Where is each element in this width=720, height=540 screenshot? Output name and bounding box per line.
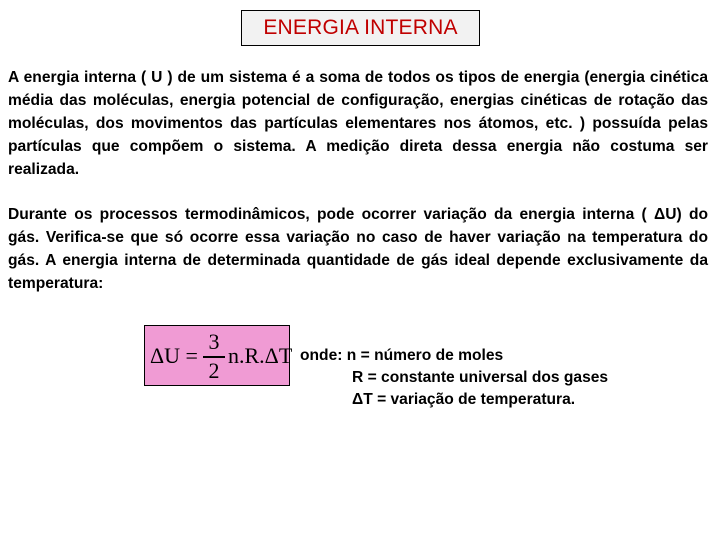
formula-numerator: 3 <box>208 329 220 354</box>
page-title: ENERGIA INTERNA <box>263 16 458 39</box>
formula-rhs: n.R.ΔT <box>228 343 293 368</box>
formula-legend <box>300 345 608 411</box>
legend-line-t: ΔT = variação de temperatura. <box>352 391 576 408</box>
paragraph-variation: Durante os processos termodinâmicos, pode ocorrer variação da energia interna ( ΔU) do gás. Verifica-se que só ocorre essa variação no caso de haver variação na temperatura do gás. A energia interna de determinada quantidade de gás ideal depende exclusivamente da temperatura: <box>8 206 708 292</box>
legend-line-r: R = constante universal dos gases <box>352 369 609 386</box>
paragraph-definition: A energia interna ( U ) de um sistema é a soma de todos os tipos de energia (energia cinética média das moléculas, energia potencial de configuração, energias cinéticas de rotação das moléculas, dos movimentos das partículas elementares nos átomos, etc. ) possuída pelas partículas que compõem o sistema. A medição direta dessa energia não costuma ser realizada. <box>8 69 708 178</box>
formula-box <box>144 325 293 386</box>
formula-fraction <box>203 330 225 383</box>
formula-lhs: ΔU = <box>150 343 198 368</box>
title-box <box>241 10 480 46</box>
formula-denominator: 2 <box>208 357 220 383</box>
legend-line-n: onde: n = número de moles <box>300 347 504 364</box>
